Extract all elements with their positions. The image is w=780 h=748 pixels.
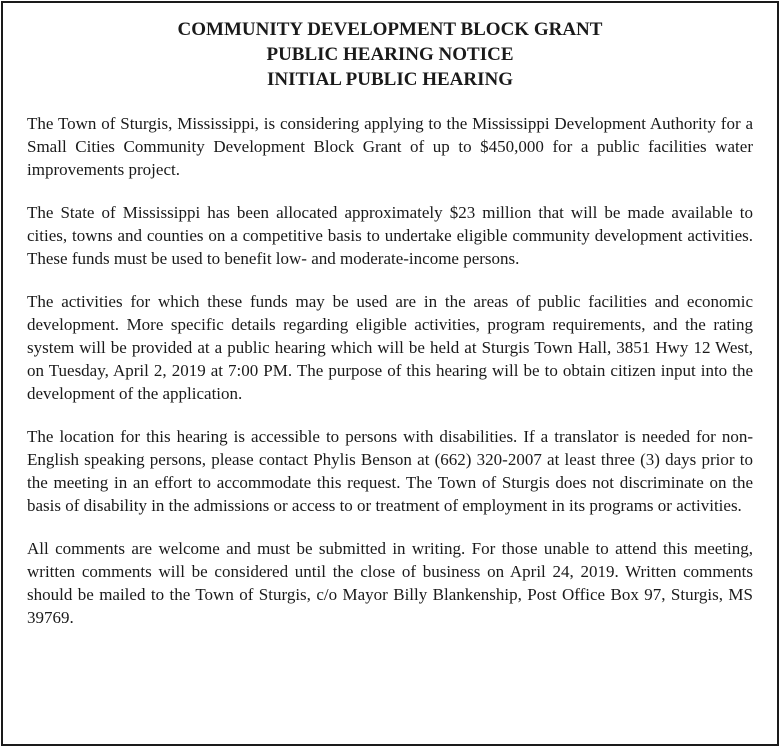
paragraph-state-allocation: The State of Mississippi has been allocated approximately $23 million that will be made available to cities, towns and counties on a competitive basis to undertake eligible community development activities. These funds must be used to benefit low- and moderate-income persons. [27,203,753,268]
public-notice [1,1,779,746]
heading-line-hearing: INITIAL PUBLIC HEARING [267,69,513,90]
heading-line-program: COMMUNITY DEVELOPMENT BLOCK GRANT [177,19,603,40]
paragraph-accessibility: The location for this hearing is accessible to persons with disabilities. If a translator is needed for non-English speaking persons, please contact Phylis Benson at (662) 320-2007 at least three (3) days prior to the meeting in an effort to accommodate this request. The Town of Sturgis does not discriminate on the basis of disability in the admissions or access to or treatment of employment in its programs or activities. [27,427,753,515]
paragraph-hearing-details: The activities for which these funds may be used are in the areas of public facilities and economic development. More specific details regarding eligible activities, program requirements, and the rating system will be provided at a public hearing which will be held at Sturgis Town Hall, 3851 Hwy 12 West, on Tuesday, April 2, 2019 at 7:00 PM. The purpose of this hearing will be to obtain citizen input into the development of the application. [27,292,753,403]
paragraph-application-intent: The Town of Sturgis, Mississippi, is considering applying to the Mississippi Development Authority for a Small Cities Community Development Block Grant of up to $450,000 for a public facilities water improvements project. [27,114,753,179]
heading-line-notice-type: PUBLIC HEARING NOTICE [266,44,514,65]
paragraph-written-comments: All comments are welcome and must be submitted in writing. For those unable to attend this meeting, written comments will be considered until the close of business on April 24, 2019. Written comments should be mailed to the Town of Sturgis, c/o Mayor Billy Blankenship, Post Office Box 97, Sturgis, MS 39769. [27,539,753,627]
notice-heading [27,17,753,92]
